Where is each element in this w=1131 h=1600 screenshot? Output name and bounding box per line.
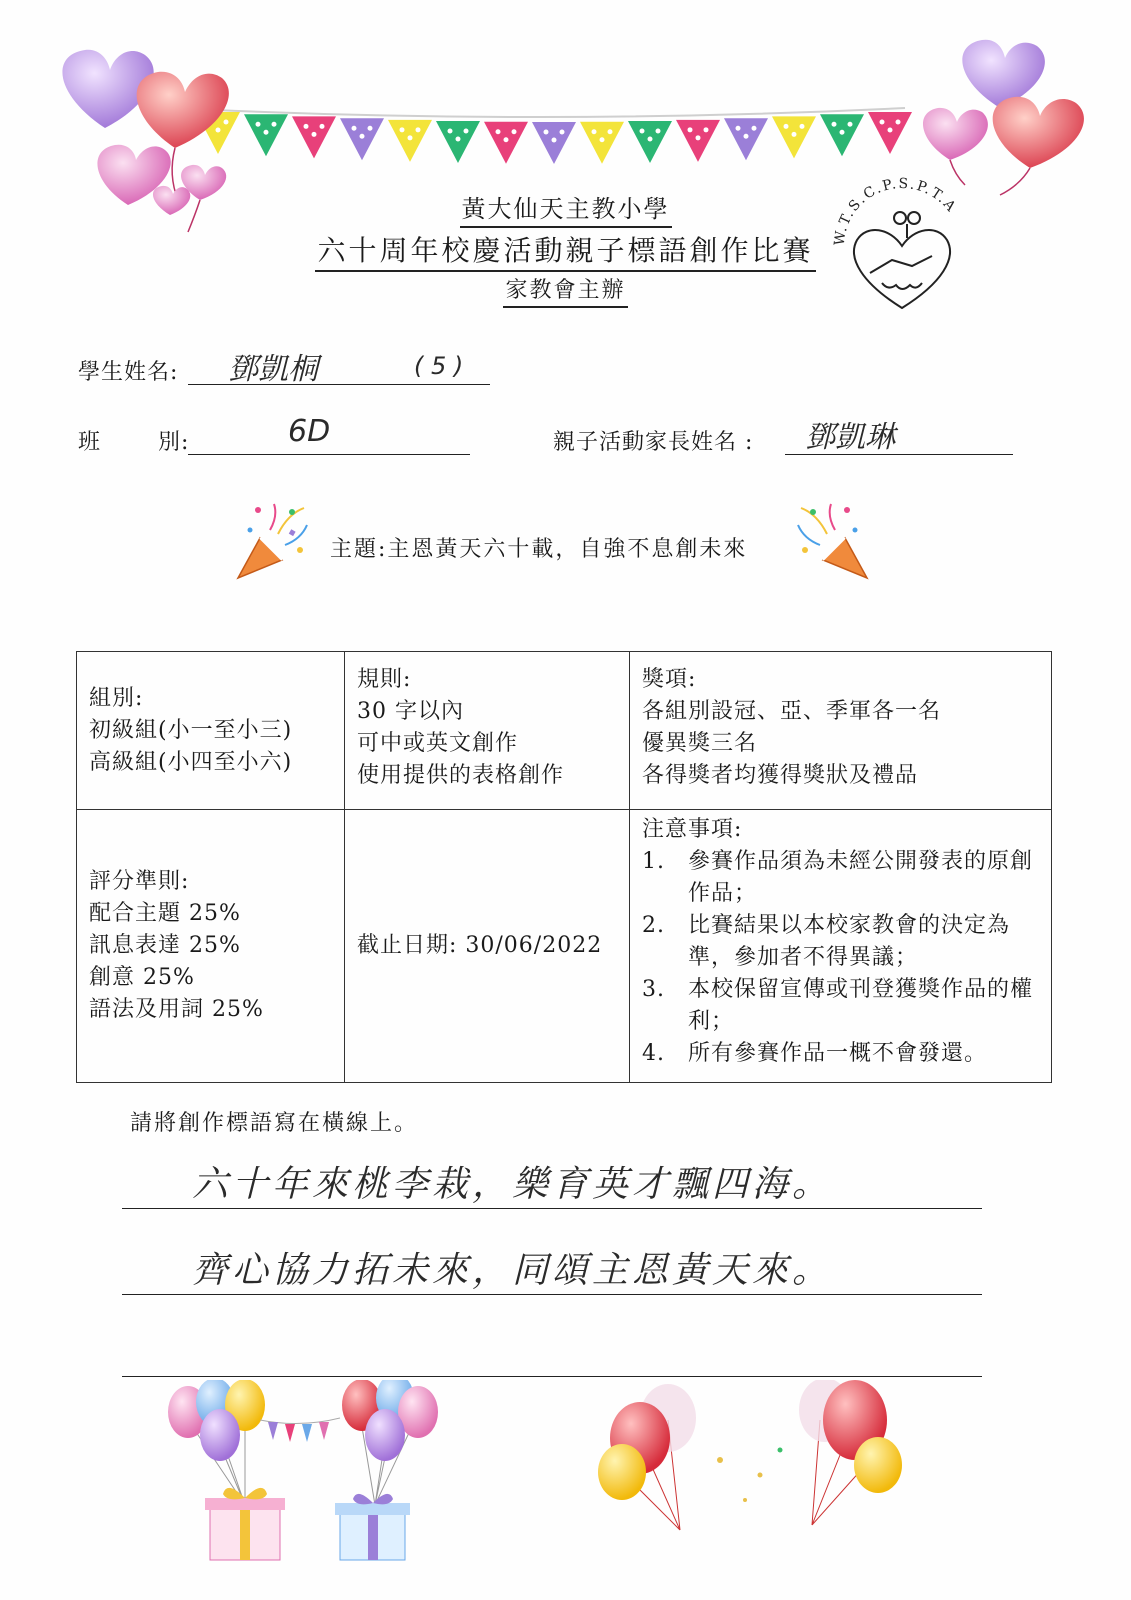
awards-item: 各得獎者均獲得獎狀及禮品 [642,763,919,788]
balloon-cluster-right [598,1380,902,1530]
pennant-dot [608,129,613,134]
note-item: 1. 參賽作品須為未經公開發表的原創作品； [642,849,1034,906]
deadline-cell [345,810,630,1083]
handshake-heart-icon [854,212,950,308]
student-name-field[interactable] [188,350,490,385]
criteria-item: 配合主題 25% [89,901,241,926]
party-popper-icon [230,490,310,585]
pennant-dot [360,134,365,139]
pennant-dot [368,126,373,131]
note-item: 2. 比賽結果以本校家教會的決定為準，參加者不得異議； [642,913,1011,970]
notes-title: 注意事項: [642,817,743,842]
pennant-dot [264,130,269,135]
pennant-dot [416,127,421,132]
pennant-dot [704,127,709,132]
awards-title: 獎項: [642,667,697,692]
pennant-dot [592,129,597,134]
groups-item: 高級組(小四至小六) [89,749,293,775]
competition-theme: 主題:主恩黃天六十載，自強不息創未來 [330,537,748,562]
pennant-dot [896,120,901,125]
note-item: 3. 本校保留宣傳或刊登獲獎作品的權利； [642,977,1034,1034]
pennant-dot [648,137,653,142]
slogan-line-2[interactable] [122,1248,982,1295]
pennant-dot [496,129,501,134]
groups-title: 組別: [89,685,144,711]
pennant-dot [512,129,517,134]
pennant-flag [628,121,672,163]
pennant-flag [484,122,528,164]
pennant-dot [736,126,741,131]
pennant-dot [272,122,277,127]
class-value: 6D [288,414,331,449]
class-label-part1: 班 [78,430,102,455]
pennant-dot [784,124,789,129]
rules-cell [345,652,630,810]
rules-table [76,651,1052,1083]
class-field[interactable] [188,414,470,455]
deadline-text: 截止日期: 30/06/2022 [357,933,603,958]
parent-name-field[interactable] [785,420,1013,455]
heart-balloon-icon [962,40,1045,108]
groups-cell [77,652,345,810]
pennant-dot [304,124,309,129]
heart-balloon-icon [993,97,1084,195]
pennant-flag [244,114,288,156]
pennant-dot [448,129,453,134]
pennant-dot [792,132,797,137]
sparkle-icon [717,1448,783,1503]
pennant-dot [224,120,229,125]
criteria-cell [77,810,345,1083]
bottom-decoration [0,1380,1131,1600]
pennant-dot [552,138,557,143]
svg-text:W.T.S.C.P.S.P.T.A [832,176,960,247]
criteria-title: 評分準則: [89,869,190,894]
pennant-dot [640,129,645,134]
pennant-flag [388,120,432,162]
pennant-flag [436,121,480,163]
pennant-dot [400,127,405,132]
slogan-line-3[interactable] [122,1330,982,1377]
pennant-flag [292,116,336,158]
pennant-dot [800,124,805,129]
note-item: 4. 所有參賽作品一概不會發還。 [642,1041,988,1066]
pennant-dot [600,137,605,142]
awards-item: 優異獎三名 [642,731,758,756]
pennant-dot [688,127,693,132]
student-number-value: ( 5 ) [414,352,464,380]
pta-logo [832,168,972,318]
gift-box-icon [335,1494,410,1560]
rules-item: 可中或英文創作 [357,731,519,756]
pennant-dot [848,122,853,127]
balloon-bunch-left [168,1380,265,1505]
pennant-dot [888,128,893,133]
pennant-dot [560,130,565,135]
pennant-dot [456,137,461,142]
slogan-text-1: 六十年來桃李栽，樂育英才飄四海。 [192,1164,833,1205]
balloon-bunch-middle [342,1380,438,1505]
slogan-text-2: 齊心協力拓未來，同頌主恩黃天來。 [192,1250,833,1291]
pennant-flag [724,118,768,160]
pennant-dot [256,122,261,127]
groups-item: 初級組(小一至小三) [89,717,293,743]
criteria-item: 創意 25% [89,965,195,990]
bunting-string [215,108,905,117]
rules-item: 30 字以內 [357,699,464,724]
slogan-instruction: 請將創作標語寫在橫線上。 [130,1111,419,1136]
pennant-dot [656,129,661,134]
mini-bunting [260,1418,340,1442]
event-title: 六十周年校慶活動親子標語創作比賽 [0,229,1131,269]
pennant-flag [340,118,384,160]
criteria-item: 語法及用詞 25% [89,997,264,1022]
pennant-flag [532,122,576,164]
logo-text: W.T.S.C.P.S.P.T.A [832,175,960,247]
pennant-flag [772,116,816,158]
pennant-flag [820,114,864,156]
student-name-value: 鄧凱桐 [228,352,318,387]
school-name: 黃大仙天主教小學 [0,189,1131,224]
pennant-dot [544,130,549,135]
pennant-dot [880,120,885,125]
criteria-item: 訊息表達 25% [89,933,241,958]
party-popper-icon [795,490,875,585]
rules-item: 使用提供的表格創作 [357,763,565,788]
pennant-dot [832,122,837,127]
pennant-dot [744,134,749,139]
parent-name-label: 親子活動家長姓名 : [553,430,754,455]
pennant-dot [216,128,221,133]
pennant-dot [408,135,413,140]
pennant-flag [868,112,912,154]
gift-box-icon [205,1488,285,1560]
bunting-flags [196,112,912,164]
awards-item: 各組別設冠、亞、季軍各一名 [642,699,942,724]
organizer: 家教會主辦 [0,273,1131,304]
parent-name-value: 鄧凱琳 [805,420,895,455]
pennant-dot [312,132,317,137]
rules-title: 規則: [357,667,412,692]
slogan-line-1[interactable] [122,1162,982,1209]
pennant-dot [504,137,509,142]
class-label-part2: 別: [158,430,190,455]
pennant-dot [840,130,845,135]
notes-cell [630,810,1052,1083]
student-name-label: 學生姓名: [78,360,179,385]
pennant-dot [752,126,757,131]
pennant-dot [696,135,701,140]
pennant-dot [464,129,469,134]
pennant-flag [580,122,624,164]
pennant-dot [352,126,357,131]
pennant-flag [676,120,720,162]
pennant-dot [320,124,325,129]
awards-cell [630,652,1052,810]
